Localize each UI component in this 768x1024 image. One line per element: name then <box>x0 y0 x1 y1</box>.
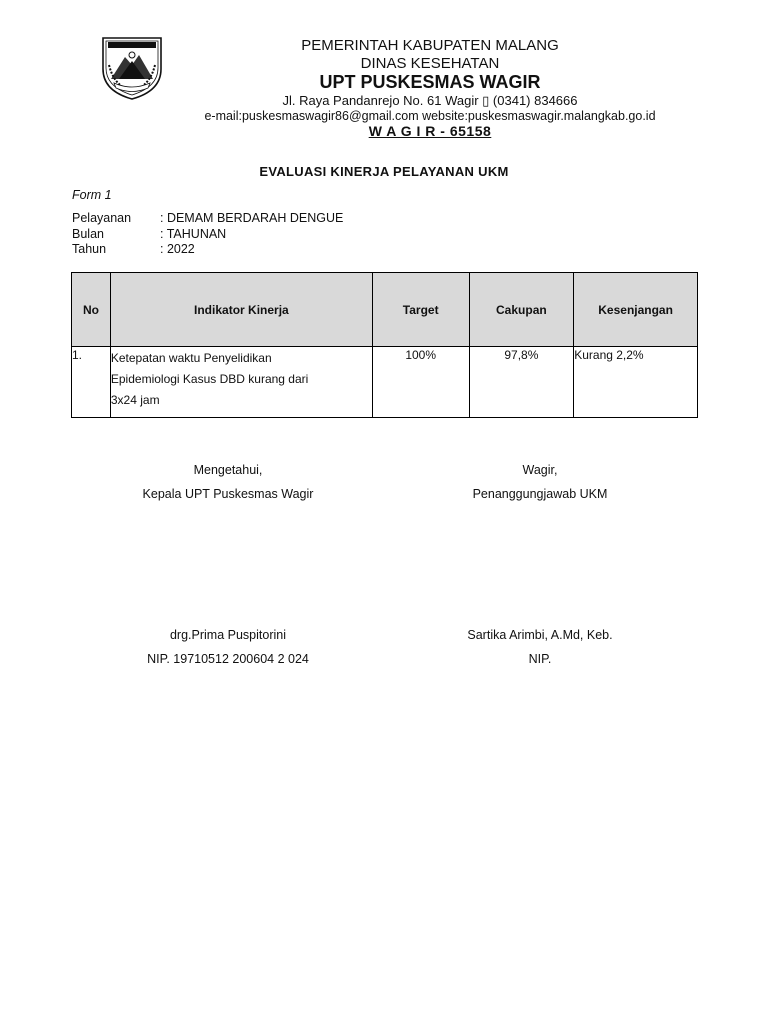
signature-left-name: drg.Prima Puspitorini <box>169 628 286 642</box>
meta-key: Bulan <box>72 226 104 241</box>
meta-value: : DEMAM BERDARAH DENGUE <box>160 211 344 225</box>
meta-value: : TAHUNAN <box>160 226 227 241</box>
cell-indikator <box>110 347 372 418</box>
performance-table <box>71 272 698 418</box>
meta-key: Tahun <box>72 242 107 256</box>
signature-right-place: Wagir, <box>522 463 558 477</box>
column-header-cakupan: Cakupan <box>469 273 574 347</box>
signature-right-position: Penanggungjawab UKM <box>472 487 608 501</box>
meta-value: : 2022 <box>160 242 195 256</box>
header-address: Jl. Raya Pandanrejo No. 61 Wagir ▯ (0341) 834666 <box>282 93 578 108</box>
column-header-no: No <box>72 273 111 347</box>
document-title: EVALUASI KINERJA PELAYANAN UKM <box>259 164 509 179</box>
signature-right-name: Sartika Arimbi, A.Md, Keb. <box>467 628 613 642</box>
column-header-kesenjangan: Kesenjangan <box>574 273 698 347</box>
cell-target: 100% <box>372 347 469 418</box>
signature-left-position: Kepala UPT Puskesmas Wagir <box>142 487 314 501</box>
column-header-indikator: Indikator Kinerja <box>110 273 372 347</box>
table-row <box>72 347 698 418</box>
indikator-line: 3x24 jam <box>110 393 160 407</box>
table-header-row <box>72 273 698 347</box>
indikator-line: Epidemiologi Kasus DBD kurang dari <box>110 372 309 386</box>
form-label: Form 1 <box>72 188 112 202</box>
header-department: DINAS KESEHATAN <box>360 55 500 72</box>
header-government: PEMERINTAH KABUPATEN MALANG <box>301 37 559 54</box>
document-meta <box>72 211 343 258</box>
meta-row-tahun <box>72 242 343 258</box>
meta-key: Pelayanan <box>72 211 132 225</box>
cell-no: 1. <box>72 347 111 418</box>
signature-right-nip: NIP. <box>528 652 552 666</box>
meta-row-pelayanan <box>72 211 343 227</box>
indikator-line: Ketepatan waktu Penyelidikan <box>110 351 272 365</box>
header-contact: e-mail:puskesmaswagir86@gmail.com website:puskesmaswagir.malangkab.go.id <box>204 109 656 123</box>
meta-row-bulan <box>72 227 343 243</box>
header-postal: W A G I R - 65158 <box>368 123 492 139</box>
column-header-target: Target <box>372 273 469 347</box>
signature-left-acknowledged: Mengetahui, <box>193 463 263 477</box>
cell-cakupan: 97,8% <box>469 347 574 418</box>
signature-left-nip: NIP. 19710512 200604 2 024 <box>147 652 309 666</box>
header-institution: UPT PUSKESMAS WAGIR <box>319 72 541 92</box>
cell-kesenjangan: Kurang 2,2% <box>574 347 698 418</box>
